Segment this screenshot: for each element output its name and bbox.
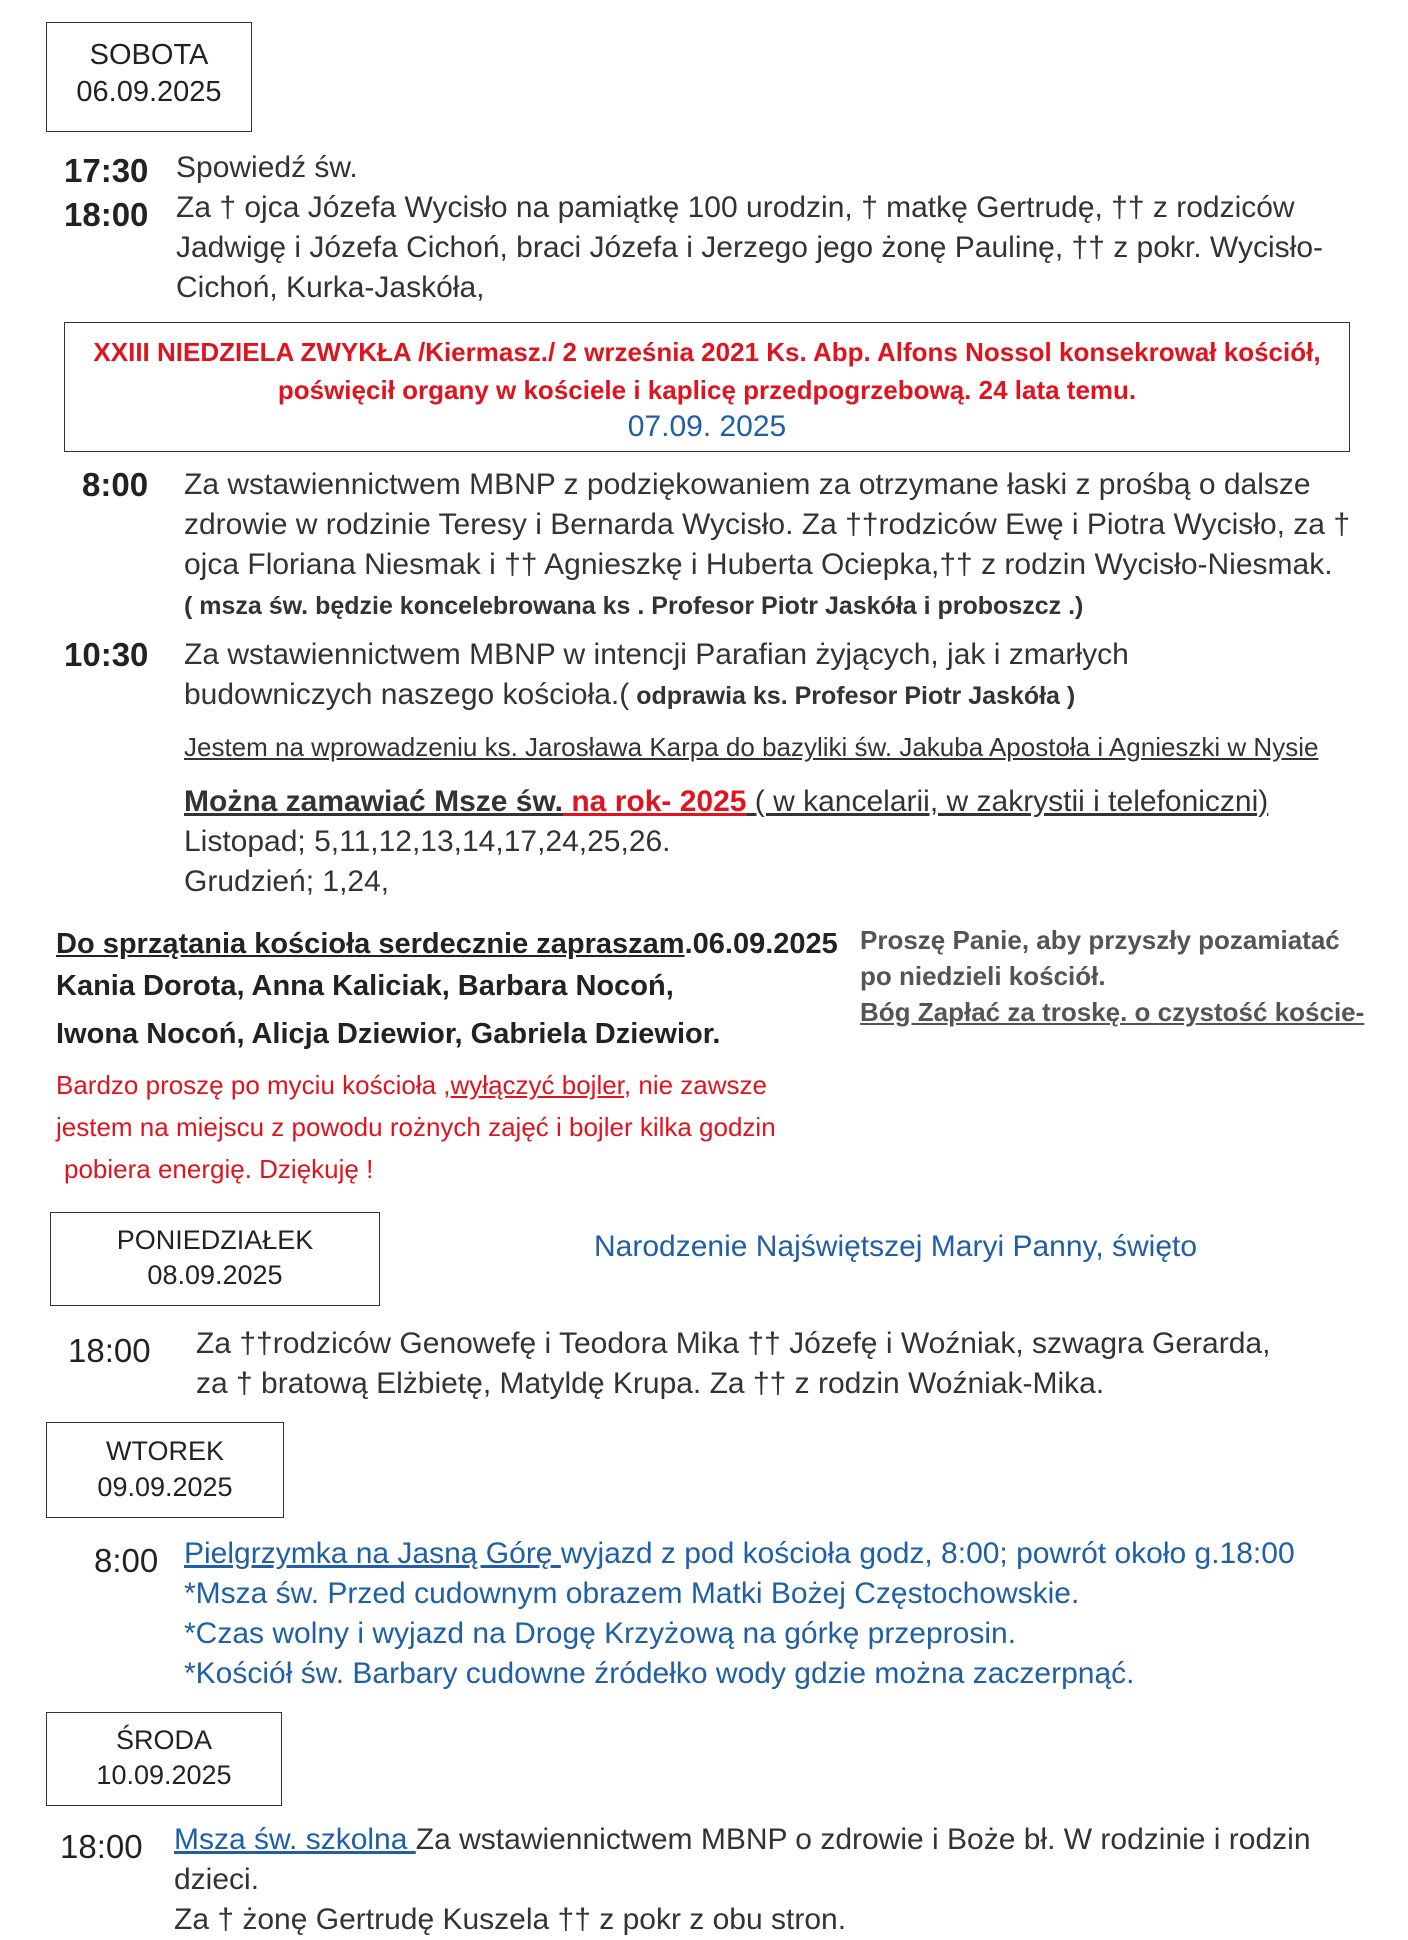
- mass-time: 10:30: [64, 636, 149, 673]
- pilgrimage-line: *Msza św. Przed cudownym obrazem Matki Bożej Częstochowskie.: [184, 1577, 1080, 1610]
- day-name: ŚRODA: [115, 1725, 213, 1755]
- intention-text: Za wstawiennictwem MBNP w intencji Parafian żyjących, jak i zmarłych: [184, 638, 1129, 671]
- december-dates: Grudzień; 1,24,: [184, 865, 390, 898]
- day-date: 09.09.2025: [97, 1472, 233, 1502]
- pilgrimage-title: Pielgrzymka na Jasną Górę: [184, 1537, 561, 1570]
- boiler-request: [56, 1064, 796, 1190]
- day-box-tuesday: [46, 1422, 284, 1518]
- cleaning-heading: [56, 924, 838, 964]
- mass-time: 17:30: [64, 152, 149, 189]
- banner-line: XXIII NIEDZIELA ZWYKŁA /Kiermasz./ 2 września 2021 Ks. Abp. Alfons Nossol konsekrował kościół,: [93, 337, 1321, 367]
- request-text: Bardzo proszę po myciu kościoła ,: [56, 1070, 451, 1100]
- mass-time: 18:00: [60, 1828, 143, 1865]
- day-name: WTOREK: [105, 1436, 224, 1466]
- side-line: po niedzieli kościół.: [860, 961, 1106, 991]
- november-dates: Listopad; 5,11,12,13,14,17,24,25,26.: [184, 825, 671, 858]
- intention-text: budowniczych naszego kościoła.(: [184, 678, 630, 711]
- side-line: Bóg Zapłać za troskę. o czystość koście-: [860, 997, 1365, 1027]
- intention-text: Za † żonę Gertrudę Kuszela †† z pokr z obu stron.: [174, 1903, 847, 1936]
- cleaning-names: Iwona Nocoń, Alicja Dziewior, Gabriela Dziewior.: [56, 1018, 721, 1050]
- mass-time: 18:00: [68, 1332, 151, 1369]
- cleaning-side-note: [860, 922, 1364, 1030]
- day-box-wednesday: [46, 1712, 282, 1806]
- request-boiler: wyłączyć bojler: [450, 1070, 624, 1100]
- mass-intention: Za ††rodziców Genowefę i Teodora Mika †† Józefę i Woźniak, szwagra Gerarda, za † bratową Elżbietę, Matyldę Krupa. Za †† z rodzin Woźniak-Mika.: [196, 1327, 1271, 1400]
- intention-text: Za wstawiennictwem MBNP o zdrowie i Boże bł. W rodzinie i rodzin dzieci.: [174, 1823, 1311, 1896]
- pilgrimage-info: [184, 1534, 1364, 1694]
- day-date: 06.09.2025: [76, 76, 222, 108]
- mass-intention: [174, 1820, 1374, 1940]
- mass-time: 18:00: [64, 196, 149, 233]
- pilgrimage-line: *Kościół św. Barbary cudowne źródełko wody gdzie można zaczerpnąć.: [184, 1657, 1135, 1690]
- request-text: , nie zawsze jestem na miejscu z powodu rożnych zajęć i bojler kilka godzin: [56, 1070, 776, 1142]
- cleaning-title: Do sprzątania kościoła serdecznie zapraszam: [56, 928, 685, 960]
- banner-line: poświęcił organy w kościele i kaplicę przedpogrzebową. 24 lata temu.: [277, 375, 1137, 405]
- mass-time: 8:00: [82, 466, 149, 503]
- info-line: Jestem na wprowadzeniu ks. Jarosława Karpa do bazyliki św. Jakuba Apostoła i Agnieszki w Nysie: [184, 732, 1319, 762]
- confession-text: Spowiedź św.: [176, 151, 358, 184]
- order-label: Można zamawiać Msze św.: [184, 785, 564, 818]
- pilgrimage-line: wyjazd z pod kościoła godz, 8:00; powrót około g.18:00: [560, 1537, 1295, 1570]
- sunday-date: 07.09. 2025: [627, 410, 787, 443]
- school-mass: Msza św. szkolna: [174, 1823, 416, 1856]
- mass-intention: Za † ojca Józefa Wycisło na pamiątkę 100 urodzin, † matkę Gertrudę, †† z rodziców Jadwigę i Józefa Cichoń, braci Józefa i Jerzego jego żonę Paulinę, †† z pokr. Wycisło- Cichoń, Kurka-Jaskóła,: [176, 191, 1323, 304]
- cleaning-names: Kania Dorota, Anna Kaliciak, Barbara Nocoń,: [56, 970, 674, 1002]
- side-line: Proszę Panie, aby przyszły pozamiatać: [860, 925, 1340, 955]
- feast-name: Narodzenie Najświętszej Maryi Panny, święto: [594, 1230, 1198, 1263]
- day-name: SOBOTA: [89, 39, 209, 71]
- day-box-saturday: [46, 22, 252, 132]
- request-text: pobiera energię. Dziękuję !: [64, 1154, 374, 1184]
- pilgrimage-line: *Czas wolny i wyjazd na Drogę Krzyżową na górkę przeprosin.: [184, 1617, 1017, 1650]
- order-year: na rok- 2025: [563, 785, 747, 818]
- order-places: ( w kancelarii, w zakrystii i telefoniczni): [746, 785, 1269, 818]
- sunday-banner: [64, 322, 1350, 452]
- order-masses: [184, 782, 1268, 822]
- mass-note: ( msza św. będzie koncelebrowana ks . Profesor Piotr Jaskóła i proboszcz .): [184, 592, 1084, 620]
- day-name: PONIEDZIAŁEK: [116, 1225, 314, 1255]
- mass-note: odprawia ks. Profesor Piotr Jaskóła ): [629, 682, 1076, 710]
- mass-intention: [184, 635, 1294, 716]
- mass-time: 8:00: [94, 1542, 159, 1579]
- day-date: 08.09.2025: [147, 1260, 283, 1290]
- day-date: 10.09.2025: [96, 1760, 232, 1790]
- day-box-monday: [50, 1212, 380, 1306]
- cleaning-date: .06.09.2025: [684, 928, 838, 960]
- intention-text: Za wstawiennictwem MBNP z podziękowaniem za otrzymane łaski z prośbą o dalsze zdrowie w rodzinie Teresy i Bernarda Wycisło. Za ††rodziców Ewę i Piotra Wycisło, za † ojca Floriana Niesmak i †† Agnieszkę i Huberta Ociepka,†† z rodzin Wycisło-Niesmak.: [184, 468, 1351, 581]
- mass-intention: [184, 465, 1364, 626]
